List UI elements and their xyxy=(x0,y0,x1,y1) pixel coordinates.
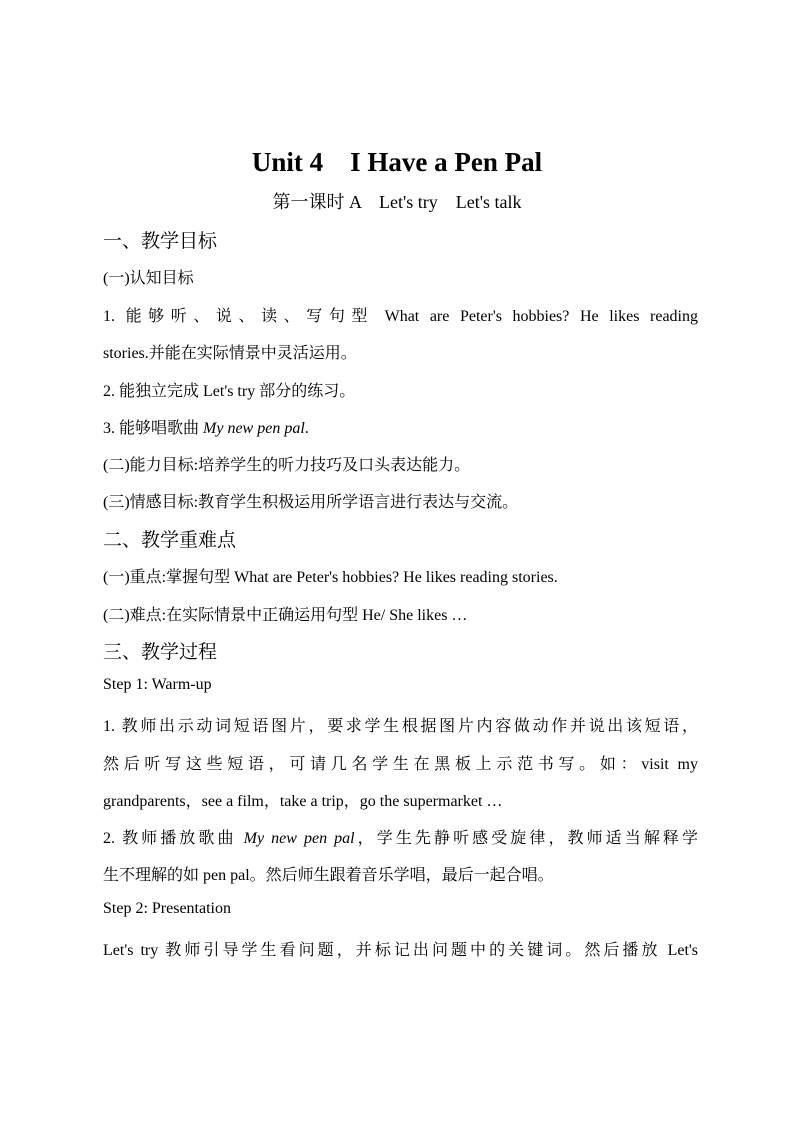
section-heading-objectives: 一、教学目标 xyxy=(103,231,218,252)
step-1-item-2-suffix: ，学生先静听感受旋律，教师适当解释学 xyxy=(354,830,698,847)
objective-item-3 xyxy=(103,415,698,438)
step-1-item-1-line-1: 1. 教师出示动词短语图片，要求学生根据图片内容做动作并说出该短语， xyxy=(103,718,698,735)
step-1-heading: Step 1: Warm-up xyxy=(103,676,212,693)
objective-item-2: 2. 能独立完成 Let's try 部分的练习。 xyxy=(103,383,356,400)
step-1-item-1-line-2: 然后听写这些短语，可请几名学生在黑板上示范书写。如：visit my xyxy=(103,756,698,773)
step-2-heading: Step 2: Presentation xyxy=(103,900,231,917)
section-heading-process: 三、教学过程 xyxy=(103,642,218,663)
objective-item-3-prefix: 3. 能够唱歌曲 xyxy=(103,420,204,437)
subheading-cognitive: (一)认知目标 xyxy=(103,270,194,287)
song-title-2: My new pen pal xyxy=(243,830,355,847)
objective-item-1-line-1: 1. 能够听、说、读、写句型 What are Peter's hobbies? He likes reading xyxy=(103,308,698,325)
difficult-point: (二)难点:在实际情景中正确运用句型 He/ She likes … xyxy=(103,607,468,624)
song-title: My new pen pal xyxy=(203,420,305,437)
subheading-ability: (二)能力目标:培养学生的听力技巧及口头表达能力。 xyxy=(103,457,471,474)
objective-item-3-suffix: . xyxy=(304,420,309,437)
step-1-item-2-prefix: 2. 教师播放歌曲 xyxy=(103,830,244,847)
step-1-item-2-line-1 xyxy=(103,825,698,848)
page-title: Unit 4 I Have a Pen Pal xyxy=(251,147,543,177)
step-1-item-1-line-3: grandparents，see a film，take a trip，go the supermarket … xyxy=(103,793,503,810)
objective-item-1-line-2: stories.并能在实际情景中灵活运用。 xyxy=(103,345,357,362)
step-1-item-2-line-2: 生不理解的如 pen pal。然后师生跟着音乐学唱，最后一起合唱。 xyxy=(103,867,554,884)
section-heading-key-points: 二、教学重难点 xyxy=(103,530,237,551)
subheading-emotion: (三)情感目标:教育学生积极运用所学语言进行表达与交流。 xyxy=(103,494,519,511)
step-2-line-1: Let's try 教师引导学生看问题，并标记出问题中的关键词。然后播放 Let's xyxy=(103,942,698,959)
lesson-subtitle: 第一课时 A Let's try Let's talk xyxy=(272,192,522,212)
key-point: (一)重点:掌握句型 What are Peter's hobbies? He likes reading stories. xyxy=(103,569,558,586)
